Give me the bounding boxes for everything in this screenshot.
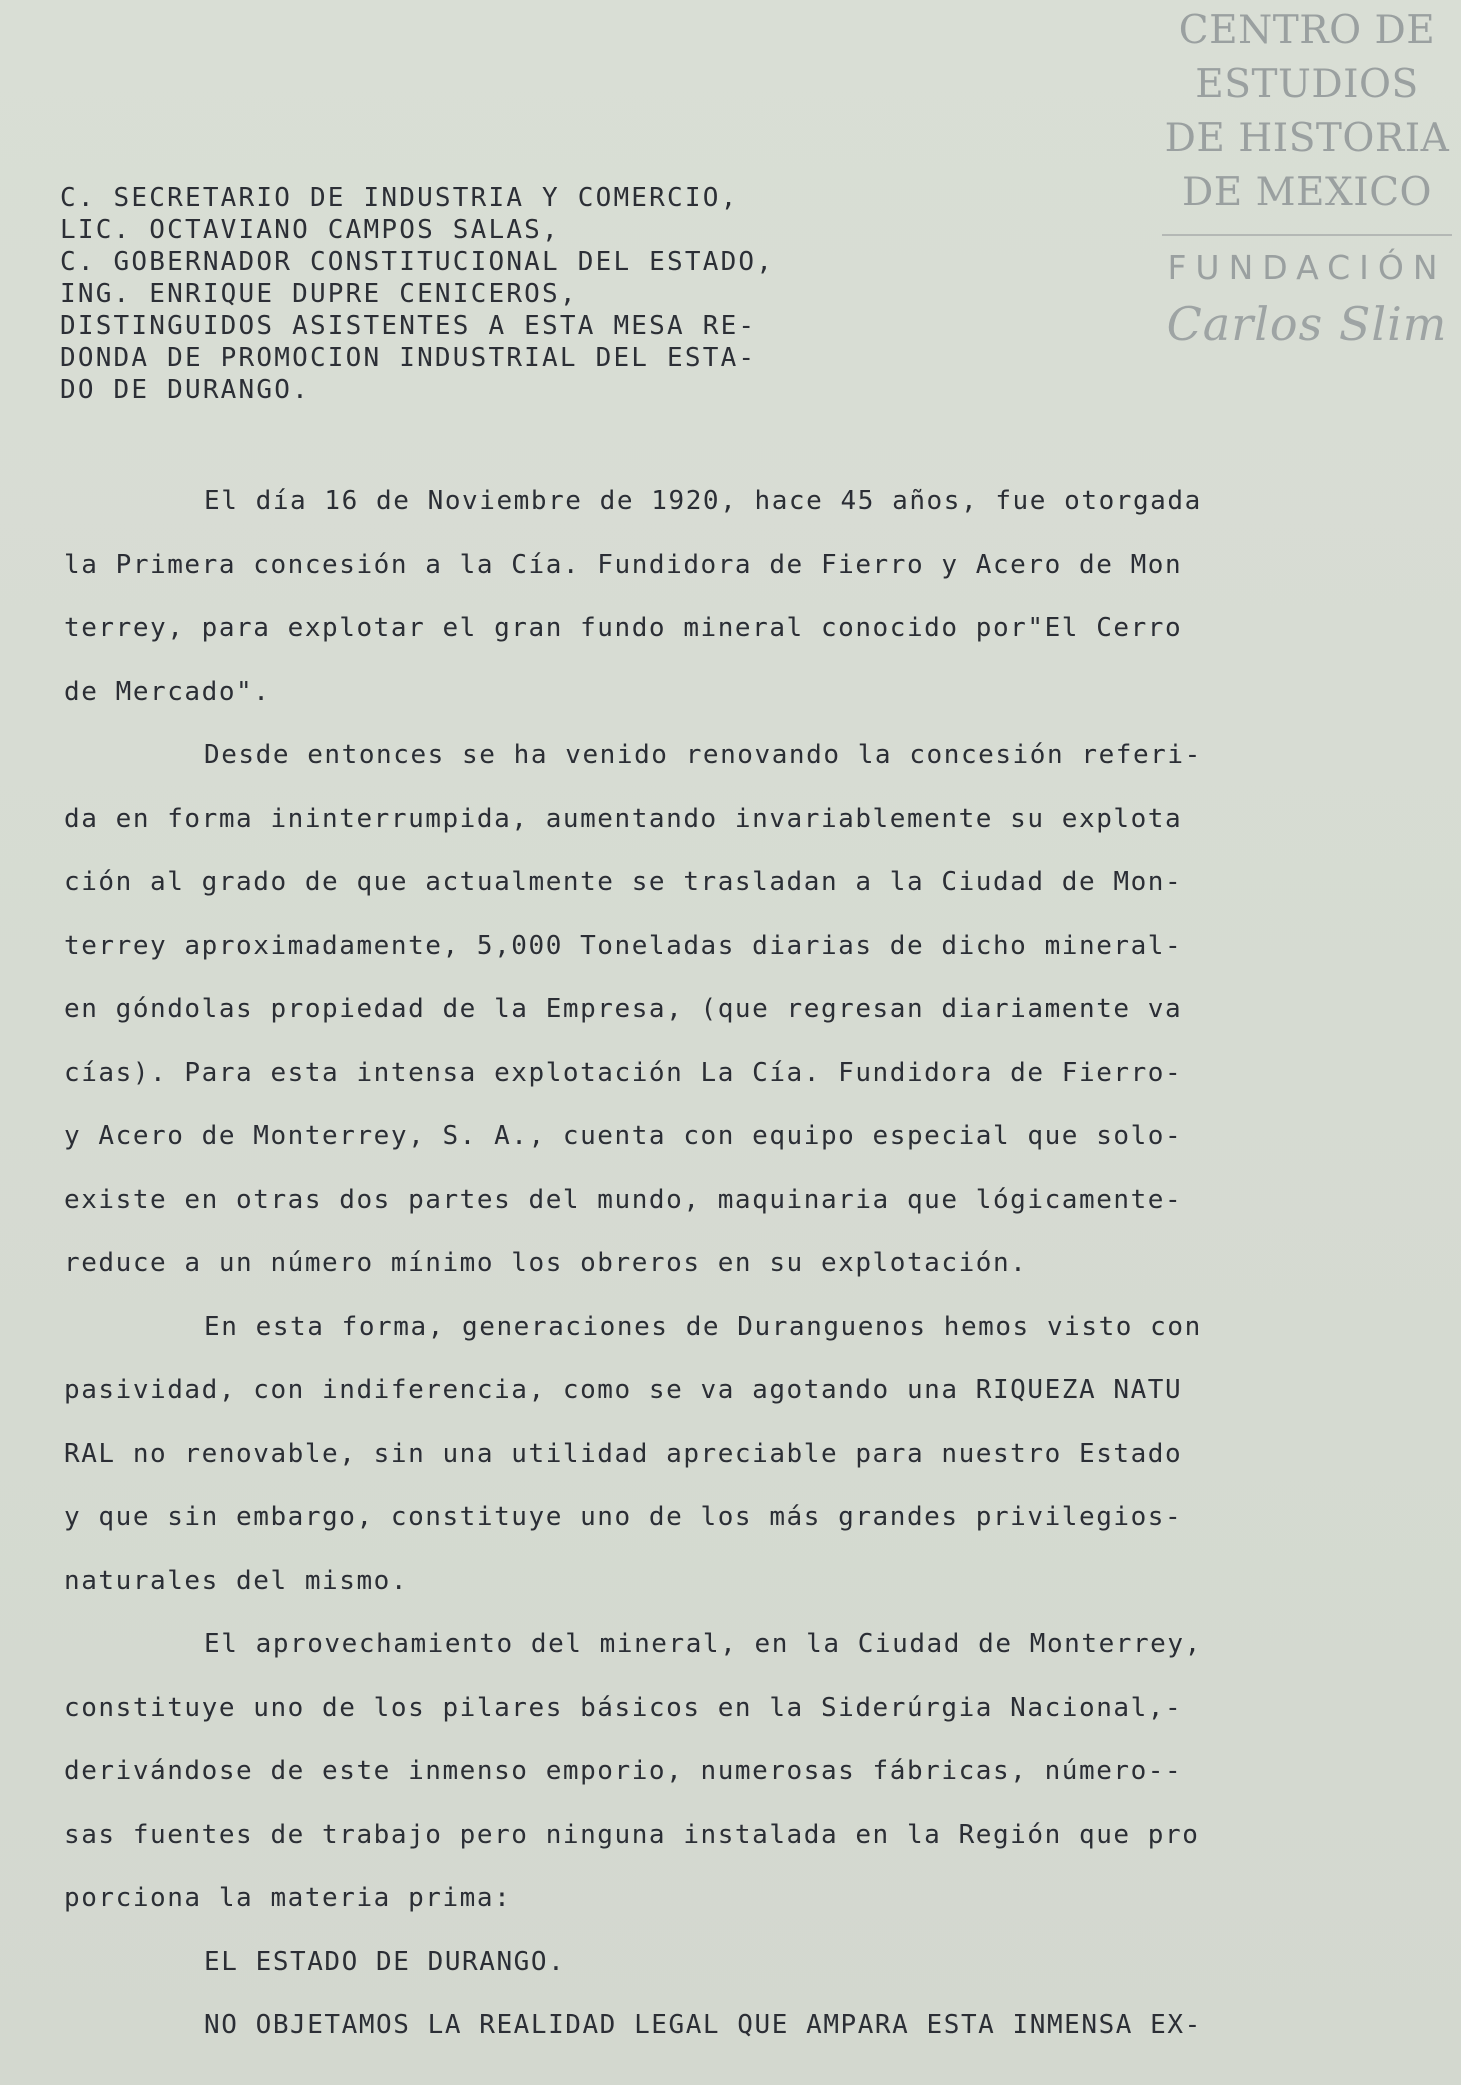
- body-text-line: ción al grado de que actualmente se trasladan a la Ciudad de Mon-: [64, 867, 1183, 897]
- body-text-line: EL ESTADO DE DURANGO.: [204, 1946, 566, 1977]
- address-line: C. SECRETARIO DE INDUSTRIA Y COMERCIO,: [60, 183, 739, 213]
- body-text-line: porciona la materia prima:: [64, 1883, 512, 1913]
- body-text-line: naturales del mismo.: [64, 1565, 409, 1596]
- body-text-line: En esta forma, generaciones de Duranguenos hemos visto con: [204, 1311, 1202, 1342]
- body-text-line: constituye uno de los pilares básicos en la Siderúrgia Nacional,-: [64, 1692, 1183, 1723]
- watermark-foundation: FUNDACIÓN: [1167, 248, 1447, 287]
- body-text-line: El día 16 de Noviembre de 1920, hace 45 años, fue otorgada: [204, 486, 1202, 516]
- body-text-line: El aprovechamiento del mineral, en la Ciudad de Monterrey,: [204, 1629, 1202, 1659]
- address-line: DONDA DE PROMOCION INDUSTRIAL DEL ESTA-: [60, 343, 757, 373]
- body-text-line: y que sin embargo, constituye uno de los más grandes privilegios-: [64, 1502, 1183, 1532]
- address-line: LIC. OCTAVIANO CAMPOS SALAS,: [60, 215, 560, 245]
- watermark-divider: [1162, 234, 1452, 236]
- body-text-line: Desde entonces se ha venido renovando la concesión referi-: [204, 740, 1202, 770]
- body-text-line: terrey, para explotar el gran fundo mineral conocido por"El Cerro: [64, 613, 1183, 643]
- foundation-watermark: [1157, 4, 1457, 354]
- address-block: [60, 182, 880, 406]
- body-text-line: en góndolas propiedad de la Empresa, (que regresan diariamente va: [64, 994, 1183, 1024]
- body-text-line: derivándose de este inmenso emporio, numerosas fábricas, número--: [64, 1756, 1183, 1786]
- body-text-line: sas fuentes de trabajo pero ninguna instalada en la Región que pro: [64, 1819, 1200, 1850]
- address-line: DO DE DURANGO.: [60, 375, 310, 405]
- watermark-line: ESTUDIOS: [1195, 62, 1419, 107]
- body-text-line: RAL no renovable, sin una utilidad apreciable para nuestro Estado: [64, 1438, 1183, 1469]
- body-text-line: existe en otras dos partes del mundo, maquinaria que lógicamente-: [64, 1184, 1183, 1215]
- body-text-line: de Mercado".: [64, 676, 271, 707]
- body-text-line: NO OBJETAMOS LA REALIDAD LEGAL QUE AMPARA ESTA INMENSA EX-: [204, 2010, 1202, 2040]
- watermark-line: CENTRO DE: [1178, 8, 1436, 53]
- address-line: ING. ENRIQUE DUPRE CENICEROS,: [60, 279, 578, 309]
- watermark-line: DE MEXICO: [1181, 170, 1433, 215]
- watermark-line: DE HISTORIA: [1164, 116, 1450, 161]
- address-line: DISTINGUIDOS ASISTENTES A ESTA MESA RE-: [60, 311, 757, 341]
- address-line: C. GOBERNADOR CONSTITUCIONAL DEL ESTADO,: [60, 247, 775, 277]
- body-text-line: reduce a un número mínimo los obreros en su explotación.: [64, 1248, 1028, 1278]
- body-text-line: da en forma ininterrumpida, aumentando invariablemente su explota: [64, 803, 1183, 834]
- letter-body: [64, 470, 1324, 2058]
- body-text-line: pasividad, con indiferencia, como se va agotando una RIQUEZA NATU: [64, 1375, 1183, 1405]
- watermark-signature: Carlos Slim: [1166, 297, 1448, 351]
- body-text-line: la Primera concesión a la Cía. Fundidora de Fierro y Acero de Mon: [64, 549, 1183, 580]
- body-text-line: y Acero de Monterrey, S. A., cuenta con equipo especial que solo-: [64, 1121, 1183, 1151]
- body-text-line: terrey aproximadamente, 5,000 Toneladas diarias de dicho mineral-: [64, 930, 1183, 961]
- body-text-line: cías). Para esta intensa explotación La Cía. Fundidora de Fierro-: [64, 1057, 1183, 1088]
